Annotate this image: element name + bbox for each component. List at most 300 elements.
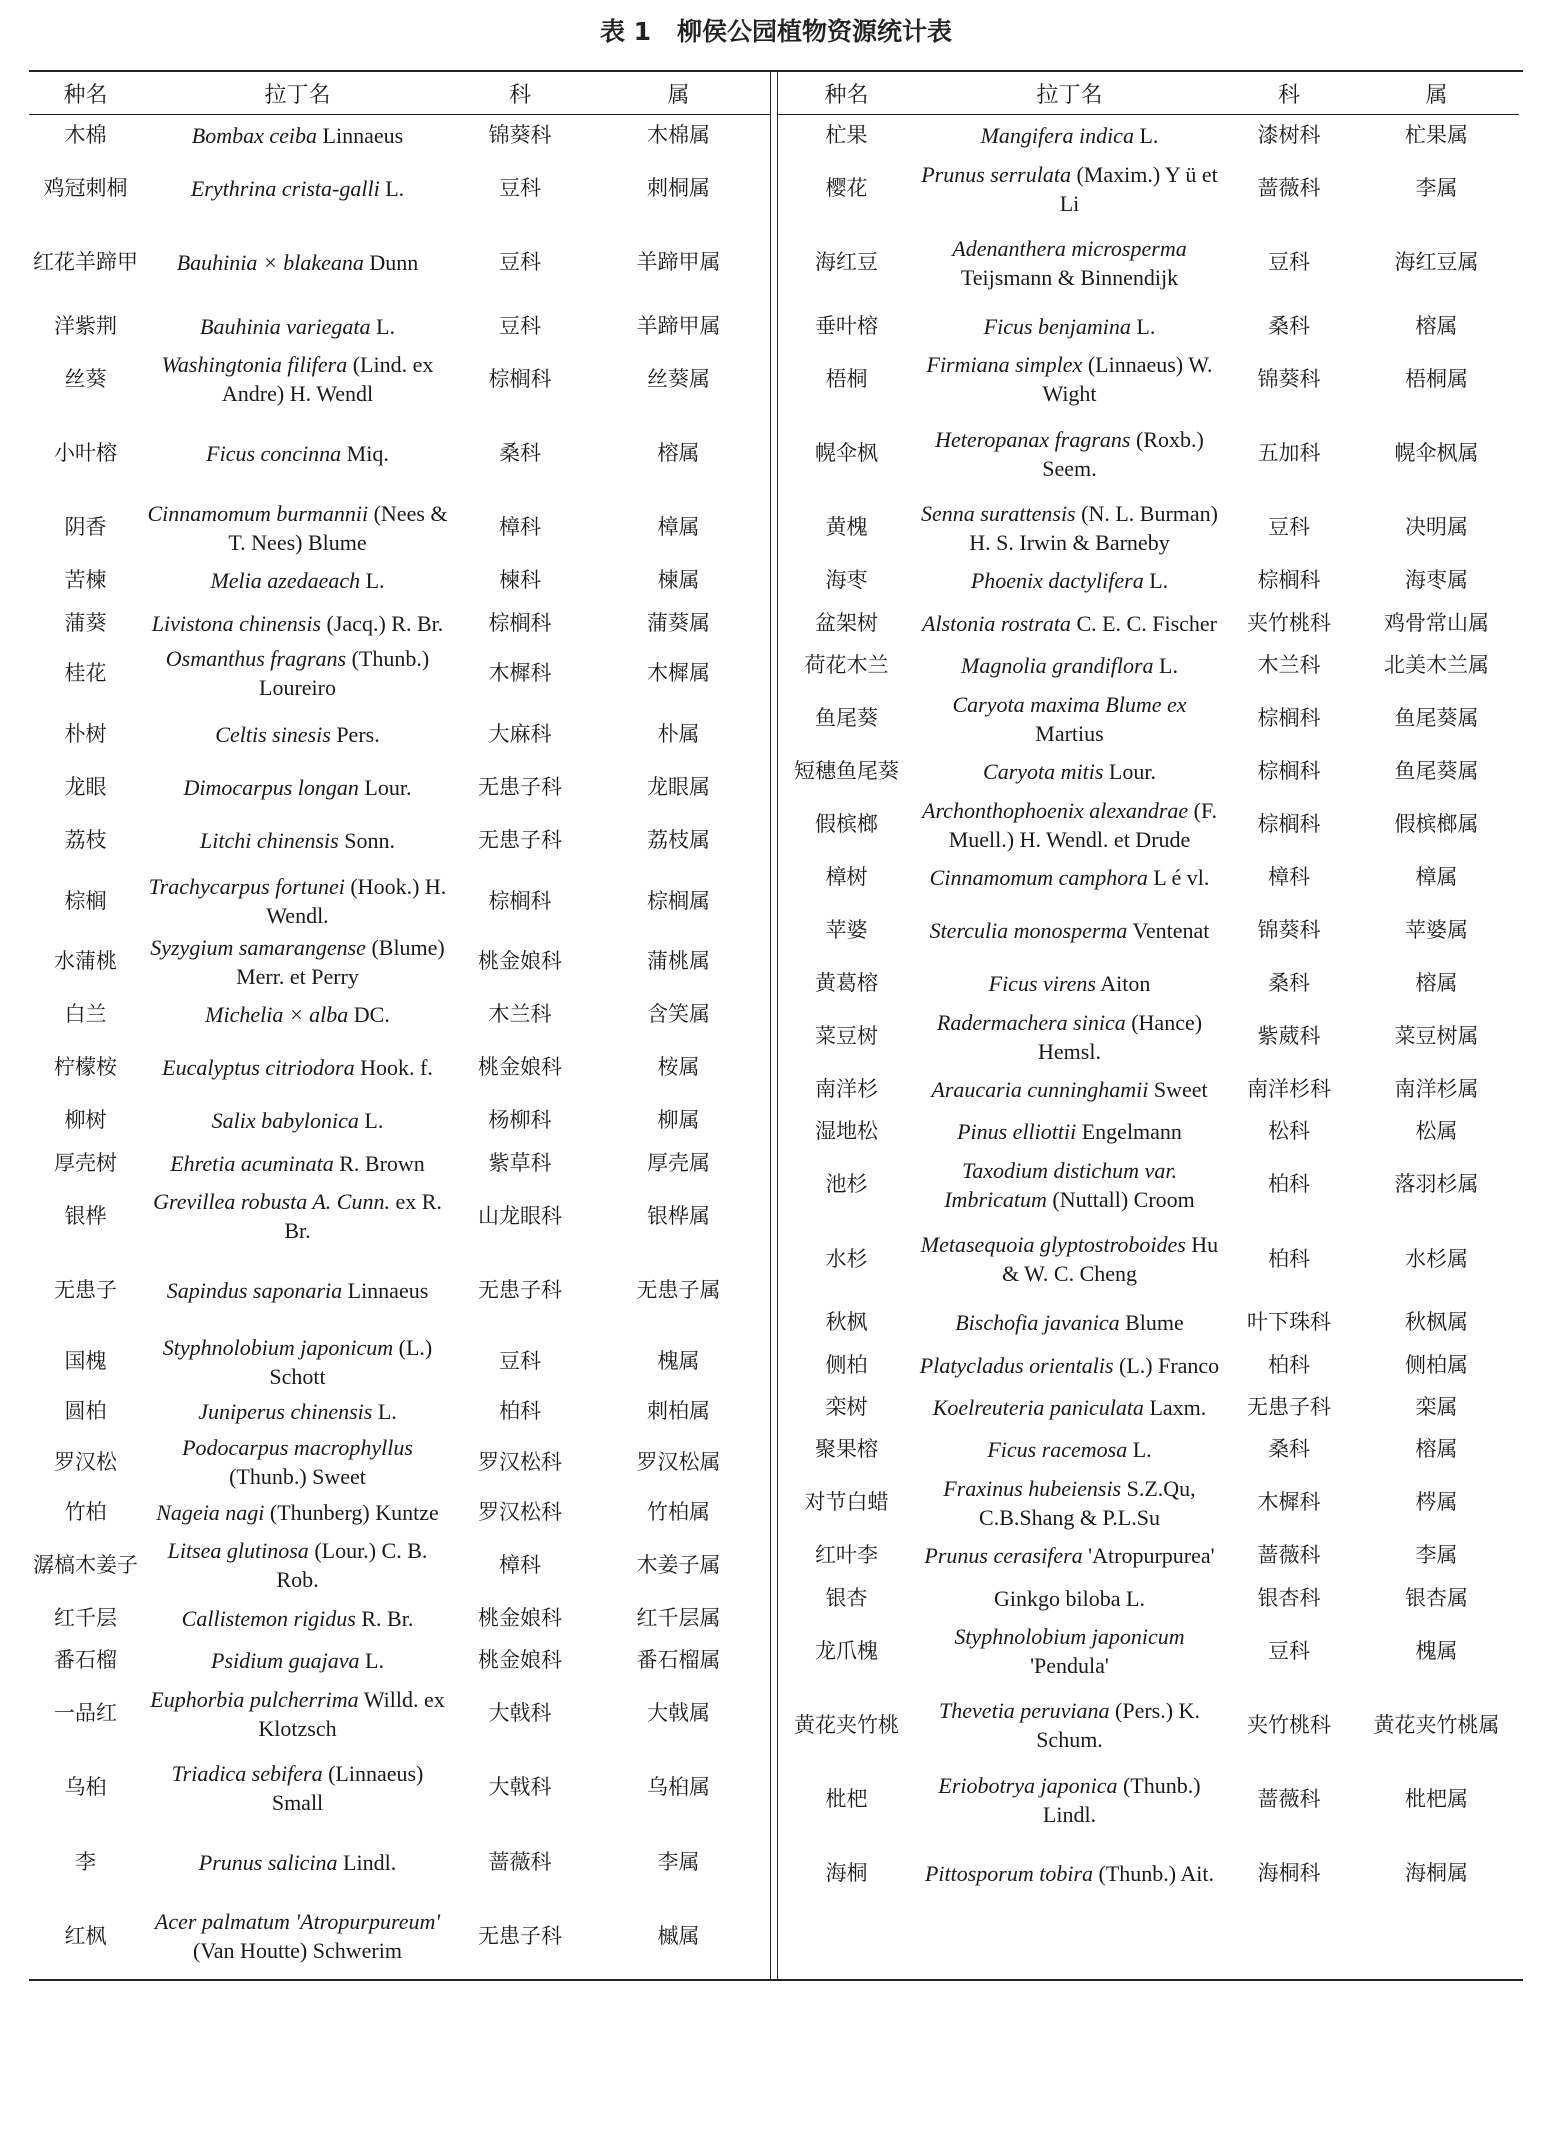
genus-name: 侧柏属 [1405,1352,1468,1377]
species-name: 海红豆 [815,250,878,275]
latin-binomial: Erythrina crista-galli [190,176,380,202]
latin-binomial: Bauhinia variegata [200,313,371,339]
family-name: 豆科 [499,176,541,201]
genus-name: 厚壳属 [647,1150,710,1175]
latin-authority: (Thunberg) Kuntze [264,1499,439,1525]
latin-binomial: Michelia × alba [205,1002,349,1028]
genus-name: 刺柏属 [647,1399,710,1424]
latin-binomial: Sterculia monosperma [929,918,1128,944]
right-table-body [778,115,1519,1917]
table-row [778,348,1519,412]
latin-name [915,1153,1224,1217]
latin-name [142,1830,453,1894]
genus-name: 槐属 [657,1349,700,1374]
latin-authority: (Maxim.) Y ü et Li [1059,161,1218,216]
genus-name: 海枣属 [1405,568,1468,593]
latin-authority: L. [372,1399,397,1425]
family-name: 桑科 [499,441,541,466]
double-rule-divider [770,72,778,1979]
table-row [29,496,770,560]
latin-binomial: Eriobotrya japonica [938,1772,1118,1798]
latin-binomial: Melia azedaeach [210,568,361,594]
latin-binomial: Araucaria cunninghamii [931,1077,1149,1103]
latin-authority: (Thunb.) Sweet [229,1464,366,1490]
header-family: 科 [453,72,587,115]
family-name: 漆树科 [1257,123,1321,148]
latin-name [142,496,453,560]
genus-name: 鱼尾葵属 [1394,759,1479,784]
family-name: 豆科 [499,313,541,338]
family-name: 无患子科 [478,827,562,852]
family-name: 棕榈科 [1257,568,1321,593]
species-name: 黄花夹竹桃 [794,1712,899,1737]
family-name: 无患子科 [478,774,562,799]
species-name: 栾树 [825,1395,868,1420]
species-name: 潺槁木姜子 [33,1552,138,1577]
table-row [778,220,1519,305]
family-name: 罗汉松科 [478,1449,562,1474]
genus-name: 枇杷属 [1405,1787,1468,1812]
species-name: 阴香 [64,515,107,540]
latin-name [915,899,1224,963]
genus-name: 李属 [657,1849,700,1874]
species-name: 洋紫荆 [54,313,117,338]
table-row [29,1100,770,1142]
latin-authority: L. [1153,653,1178,679]
table-row [29,1142,770,1184]
species-name: 幌伞枫 [815,441,878,466]
family-name: 豆科 [1268,1638,1310,1663]
latin-name [142,1682,453,1746]
latin-name [142,1491,453,1533]
latin-authority: L. [359,1648,384,1674]
latin-name [142,766,453,808]
latin-binomial: Thevetia peruviana [939,1698,1110,1724]
latin-binomial: Bischofia javanica [955,1310,1120,1336]
family-name: 豆科 [499,250,541,275]
latin-authority: (Thunb.) Loureiro [259,646,430,701]
table-row [29,1534,770,1598]
latin-name [142,930,453,994]
latin-binomial: Triadica sebifera [171,1760,323,1786]
latin-authority: Lour. [1103,759,1156,785]
genus-name: 木姜子属 [636,1552,721,1577]
table-row [29,994,770,1036]
genus-name: 苹婆属 [1405,918,1468,943]
table-row [29,220,770,305]
latin-binomial: Caryota mitis [983,759,1104,785]
species-name: 鱼尾葵 [815,706,878,731]
table-row [29,1036,770,1100]
latin-binomial: Mangifera indica [980,123,1134,149]
latin-name [915,1386,1224,1428]
table-row [778,560,1519,602]
genus-name: 番石榴属 [636,1648,721,1673]
latin-authority: L. [360,568,385,594]
genus-name: 樟属 [1415,865,1458,890]
family-name: 银杏科 [1257,1585,1321,1610]
latin-name [142,115,453,157]
latin-name [142,644,453,702]
genus-name: 菜豆树属 [1394,1024,1479,1049]
family-name: 柏科 [1268,1172,1310,1197]
latin-binomial: Litsea glutinosa [167,1538,309,1564]
table-row [29,1184,770,1248]
latin-name [142,1100,453,1142]
latin-name [142,1746,453,1831]
left-table [29,72,770,1979]
latin-authority: Lour. [358,774,412,800]
table-row [29,602,770,644]
table-row [778,157,1519,221]
species-name: 红枫 [64,1923,107,1948]
latin-name [915,1535,1224,1577]
family-name: 柏科 [499,1399,541,1424]
family-name: 蔷薇科 [1257,1543,1321,1568]
latin-binomial: Ficus virens [988,971,1096,997]
species-name: 龙眼 [64,774,107,799]
latin-binomial: Dimocarpus longan [183,774,359,800]
table-row [778,1683,1519,1768]
family-name: 松科 [1268,1119,1310,1144]
genus-name: 北美木兰属 [1384,653,1489,678]
latin-binomial: Prunus salicina [198,1849,338,1875]
latin-authority: (Hance) Hemsl. [1038,1009,1203,1064]
latin-binomial: Platycladus orientalis [919,1352,1114,1378]
latin-name [915,1429,1224,1471]
table-row [29,348,770,412]
genus-name: 竹柏属 [647,1499,710,1524]
table-row [778,1429,1519,1471]
latin-name [142,1184,453,1248]
latin-authority: (Thunb.) Lindl. [1042,1772,1201,1827]
latin-name [142,1036,453,1100]
species-name: 梧桐 [825,366,868,391]
header-latin: 拉丁名 [915,72,1224,115]
species-name: 白兰 [64,1002,107,1027]
latin-authority: (Hook.) H. Wendl. [266,874,447,929]
latin-name [915,602,1224,644]
family-name: 棕榈科 [488,610,552,635]
latin-authority: (Lour.) C. B. Rob. [276,1538,428,1593]
species-name: 乌桕 [64,1775,107,1800]
latin-authority: Hook. f. [354,1055,433,1081]
family-name: 木樨科 [488,660,552,685]
latin-name [142,1333,453,1391]
species-name: 海桐 [825,1861,868,1886]
latin-authority: Blume [1119,1310,1184,1336]
genus-name: 落羽杉属 [1394,1172,1479,1197]
table-row [29,644,770,702]
species-name: 对节白蜡 [804,1490,889,1515]
table-row [778,1302,1519,1344]
family-name: 樟科 [499,1552,541,1577]
latin-authority: Linnaeus [317,123,404,149]
table-row [29,411,770,496]
latin-binomial: Taxodium distichum var. Imbricatum [944,1157,1177,1212]
latin-name [142,157,453,221]
latin-binomial: Podocarpus macrophyllus [182,1435,413,1461]
genus-name: 榕属 [1415,971,1458,996]
latin-binomial: Styphnolobium japonicum [954,1624,1185,1650]
species-name: 圆柏 [64,1399,107,1424]
latin-binomial: Metasequoia glyptostroboides [920,1232,1186,1258]
family-name: 紫草科 [488,1150,552,1175]
header-genus: 属 [587,72,770,115]
species-name: 竹柏 [64,1499,107,1524]
latin-binomial: Sapindus saponaria [166,1277,343,1303]
species-name: 一品红 [54,1701,117,1726]
family-name: 樟科 [499,515,541,540]
latin-authority: L é vl. [1147,865,1210,891]
latin-name [142,808,453,872]
genus-name: 梣属 [1415,1490,1458,1515]
family-name: 叶下珠科 [1247,1310,1331,1335]
latin-authority: (Blume) Merr. et Perry [236,934,445,989]
latin-authority: Ginkgo biloba L. [994,1585,1145,1611]
latin-name [142,1142,453,1184]
latin-authority: (L.) Schott [269,1334,433,1389]
family-name: 五加科 [1257,441,1321,466]
latin-binomial: Litchi chinensis [200,827,339,853]
latin-binomial: Senna surattensis [921,500,1076,526]
species-name: 苦楝 [64,568,107,593]
right-half [778,72,1519,1979]
family-name: 柏科 [1268,1246,1310,1271]
family-name: 木兰科 [1257,653,1321,678]
genus-name: 龙眼属 [647,774,710,799]
table-row [778,1111,1519,1153]
table-number: 表 1 [599,17,652,46]
latin-binomial: Acer palmatum 'Atropurpureum' [154,1909,441,1935]
table-row [29,560,770,602]
latin-binomial: Syzygium samarangense [150,934,366,960]
latin-name [142,702,453,766]
latin-binomial: Bauhinia × blakeana [176,250,364,276]
latin-authority: (Thunb.) Ait. [1093,1861,1215,1887]
genus-name: 榕属 [1415,313,1458,338]
genus-name: 乌桕属 [647,1775,710,1800]
family-name: 豆科 [1268,515,1310,540]
header-species: 种名 [778,72,915,115]
latin-name [915,856,1224,898]
latin-name [915,1619,1224,1683]
latin-binomial: Callistemon rigidus [181,1605,356,1631]
latin-name [142,348,453,412]
latin-name [915,1302,1224,1344]
latin-binomial: Heteropanax fragrans [935,426,1131,452]
latin-authority: L. [370,313,395,339]
genus-name: 桉属 [657,1055,700,1080]
latin-binomial: Styphnolobium japonicum [162,1334,394,1360]
latin-authority: L. [1127,1437,1152,1463]
family-name: 锦葵科 [1257,918,1321,943]
latin-authority: Pers. [330,721,380,747]
genus-name: 鸡骨常山属 [1384,610,1489,635]
family-name: 棕榈科 [1257,759,1321,784]
table-row [29,1433,770,1491]
genus-name: 鱼尾葵属 [1394,706,1479,731]
right-table [778,72,1519,1916]
latin-name [142,411,453,496]
table-row [778,856,1519,898]
latin-authority: 'Atropurpurea' [1082,1543,1215,1569]
latin-binomial: Alstonia rostrata [922,610,1071,636]
latin-binomial: Caryota maxima Blume ex [952,691,1187,717]
species-name: 黄槐 [825,515,868,540]
latin-authority: (Van Houtte) Schwerim [193,1938,402,1964]
table-row [29,1830,770,1894]
latin-authority: Teijsmann & Binnendijk [960,264,1179,290]
species-name: 番石榴 [54,1648,117,1673]
genus-name: 荔枝属 [647,827,710,852]
genus-name: 柳属 [657,1108,700,1133]
latin-authority: Sonn. [338,827,395,853]
species-name: 南洋杉 [815,1077,878,1102]
table-row [778,115,1519,157]
family-name: 南洋杉科 [1247,1077,1331,1102]
latin-authority: Willd. ex Klotzsch [258,1686,445,1741]
family-name: 大戟科 [488,1701,552,1726]
latin-binomial: Magnolia grandiflora [961,653,1154,679]
genus-name: 蒲葵属 [647,610,710,635]
table-row [29,1894,770,1979]
species-name: 水蒲桃 [54,949,117,974]
species-name: 垂叶榕 [815,313,878,338]
species-name: 菜豆树 [815,1024,878,1049]
species-name: 木棉 [64,123,107,148]
latin-name [915,687,1224,751]
latin-name [142,872,453,930]
table-row [778,962,1519,1004]
latin-name [142,1248,453,1333]
table-row [778,644,1519,686]
species-name: 蒲葵 [64,610,107,635]
latin-binomial: Bombax ceiba [191,123,318,149]
latin-name [915,1683,1224,1768]
species-name: 池杉 [825,1172,868,1197]
latin-name [915,220,1224,305]
table-row [29,1597,770,1639]
genus-name: 樟属 [657,515,700,540]
table-row [29,702,770,766]
family-name: 大戟科 [488,1775,552,1800]
latin-authority: Dunn [363,250,419,276]
latin-name [142,305,453,347]
table-row [29,1333,770,1391]
latin-name [915,1831,1224,1916]
table-row [29,157,770,221]
family-name: 蔷薇科 [1257,1787,1321,1812]
latin-name [915,793,1224,857]
species-name: 小叶榕 [54,441,117,466]
latin-name [915,157,1224,221]
table-row [778,750,1519,792]
latin-authority: L. [1130,313,1156,339]
genus-name: 银桦属 [647,1203,710,1228]
family-name: 蔷薇科 [1257,176,1321,201]
latin-binomial: Prunus cerasifera [924,1543,1083,1569]
latin-authority: Laxm. [1143,1395,1207,1421]
latin-authority: (Roxb.) Seem. [1042,426,1204,481]
latin-authority: R. Brown [333,1150,425,1176]
species-name: 红花羊蹄甲 [33,250,138,275]
latin-name [915,644,1224,686]
table-row [778,1386,1519,1428]
latin-name [915,1768,1224,1832]
latin-binomial: Pinus elliottii [957,1119,1077,1145]
family-name: 夹竹桃科 [1247,1712,1331,1737]
family-name: 棕榈科 [488,366,552,391]
latin-binomial: Ficus racemosa [987,1437,1128,1463]
genus-name: 榕属 [1415,1437,1458,1462]
family-name: 桑科 [1268,1437,1310,1462]
latin-binomial: Eucalyptus citriodora [162,1055,355,1081]
latin-name [142,1597,453,1639]
family-name: 锦葵科 [488,123,552,148]
latin-authority: (Linnaeus) Small [271,1760,424,1815]
table-row [778,1577,1519,1619]
latin-binomial: Nageia nagi [156,1499,265,1525]
latin-name [915,115,1224,157]
latin-name [915,1471,1224,1535]
latin-binomial: Pittosporum tobira [924,1861,1094,1887]
latin-authority: Ventenat [1127,918,1210,944]
latin-binomial: Livistona chinensis [151,610,322,636]
table-row [778,1005,1519,1069]
latin-name [142,560,453,602]
family-name: 樟科 [1268,865,1310,890]
table-row [778,1619,1519,1683]
genus-name: 羊蹄甲属 [636,250,721,275]
genus-name: 南洋杉属 [1394,1077,1479,1102]
latin-name [142,1534,453,1598]
family-name: 棕榈科 [488,888,552,913]
latin-binomial: Juniperus chinensis [198,1399,373,1425]
latin-binomial: Grevillea robusta A. Cunn. [153,1189,390,1215]
latin-binomial: Ehretia acuminata [170,1150,334,1176]
genus-name: 槐属 [1415,1638,1458,1663]
species-name: 柳树 [64,1108,107,1133]
table-row [778,1153,1519,1217]
species-name: 罗汉松 [54,1449,117,1474]
genus-name: 木樨属 [647,660,710,685]
table-caption [0,12,1552,48]
family-name: 杨柳科 [488,1108,552,1133]
table-row [29,808,770,872]
family-name: 夹竹桃科 [1247,610,1331,635]
table-row [29,1491,770,1533]
family-name: 桑科 [1268,313,1310,338]
table-row [29,1391,770,1433]
latin-binomial: Fraxinus hubeiensis [943,1475,1122,1501]
species-name: 柠檬桉 [54,1055,117,1080]
latin-authority: L. [1133,123,1159,149]
genus-name: 水杉属 [1405,1246,1468,1271]
latin-name [915,560,1224,602]
species-name: 鸡冠刺桐 [43,176,128,201]
latin-authority: DC. [348,1002,390,1028]
family-name: 紫葳科 [1257,1024,1321,1049]
table-row [29,872,770,930]
latin-binomial: Cinnamomum burmannii [147,500,369,526]
table-row [778,1768,1519,1832]
species-name: 无患子 [54,1277,117,1302]
species-name: 棕榈 [64,888,107,913]
table-row [778,305,1519,347]
table-row [778,899,1519,963]
genus-name: 羊蹄甲属 [636,313,721,338]
